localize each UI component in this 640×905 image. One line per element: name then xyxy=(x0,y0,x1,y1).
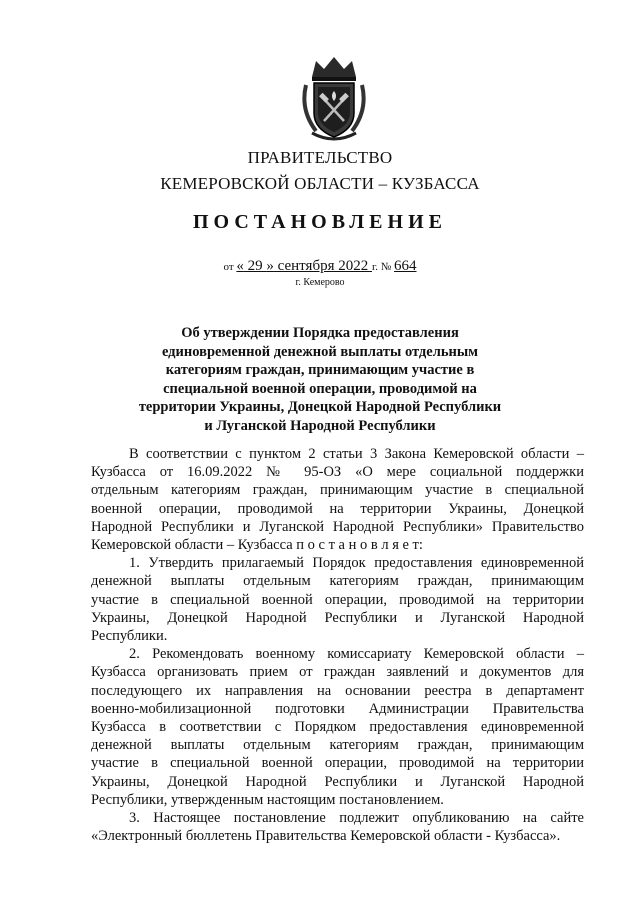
body-line: 2. Рекомендовать военному комиссариату Кемеровской области – xyxy=(129,646,584,663)
title-line: категориям граждан, принимающим участие в xyxy=(165,362,475,379)
body-line: денежной выплаты отдельным категориям граждан, принимающим xyxy=(91,573,584,590)
date-prefix: от xyxy=(223,261,234,273)
document-title xyxy=(120,324,520,436)
date-quote-open: « xyxy=(236,258,244,274)
body-line: Кузбасса от 16.09.2022 № 95-ОЗ «О мере социальной поддержки xyxy=(91,464,584,481)
body-line: участие в специальной военной операции, проводимой на территории xyxy=(91,755,584,772)
date-month-year: сентября 2022 xyxy=(273,258,372,274)
body-line: «Электронный бюллетень Правительства Кемеровской области - Кузбасса». xyxy=(91,828,561,845)
body-line: последующего их направления на основании реестра в департамент xyxy=(91,682,584,699)
body-line: денежной выплаты отдельным категориям граждан, принимающим xyxy=(91,737,584,754)
document-type-heading: ПОСТАНОВЛЕНИЕ xyxy=(193,211,447,233)
document-body xyxy=(91,445,584,845)
body-line: 3. Настоящее постановление подлежит опубликованию на сайте xyxy=(129,810,584,827)
title-line: территории Украины, Донецкой Народной Республики xyxy=(138,399,502,416)
date-year-suffix: г. xyxy=(371,261,379,273)
body-line: Украины, Донецкой Народной Республики и Луганской Народной xyxy=(91,609,584,626)
body-line: военной операции, проводимой на территории Украины, Донецкой xyxy=(91,500,584,517)
title-line: специальной военной операции, проводимой на xyxy=(163,380,477,397)
title-line: Об утверждении Порядка предоставления xyxy=(181,325,459,341)
body-line: Республики, утвержденным настоящим постановлением. xyxy=(91,791,444,808)
body-line: Кузбасса в соответствии с Порядком предоставления единовременной xyxy=(91,719,584,736)
title-line: и Луганской Народной Республики xyxy=(204,417,436,434)
body-line: Кемеровской области – Кузбасса п о с т а н о в л я е т: xyxy=(91,537,423,554)
number-sign: № xyxy=(380,261,392,273)
document-number: 664 xyxy=(394,258,417,274)
body-line: В соответствии с пунктом 2 статьи 3 Закона Кемеровской области – xyxy=(129,446,584,462)
body-line: отдельным категориям граждан, принимающим участие в специальной xyxy=(91,482,584,499)
date-quote-close: » xyxy=(266,258,274,274)
body-line: участие в специальной военной операции, проводимой на территории xyxy=(91,591,584,608)
government-name-line2: КЕМЕРОВСКОЙ ОБЛАСТИ – КУЗБАССА xyxy=(160,174,480,193)
body-line: Украины, Донецкой Народной Республики и Луганской Народной xyxy=(91,773,584,790)
date-day: 29 xyxy=(243,258,267,274)
coat-of-arms-icon xyxy=(298,55,370,141)
government-name-line1: ПРАВИТЕЛЬСТВО xyxy=(247,148,393,167)
body-line: Народной Республики и Луганской Народной Республики» Правительство xyxy=(91,518,584,535)
body-line: военно-мобилизационной подготовки Администрации Правительства xyxy=(91,700,584,717)
title-line: единовременной денежной выплаты отдельным xyxy=(161,343,479,360)
document-city: г. Кемерово xyxy=(295,277,345,288)
body-line: Республики. xyxy=(91,628,168,645)
body-line: Кузбасса организовать прием от граждан заявлений и документов для xyxy=(91,664,584,681)
body-line: 1. Утвердить прилагаемый Порядок предоставления единовременной xyxy=(129,555,584,572)
document-dateline xyxy=(0,258,640,275)
